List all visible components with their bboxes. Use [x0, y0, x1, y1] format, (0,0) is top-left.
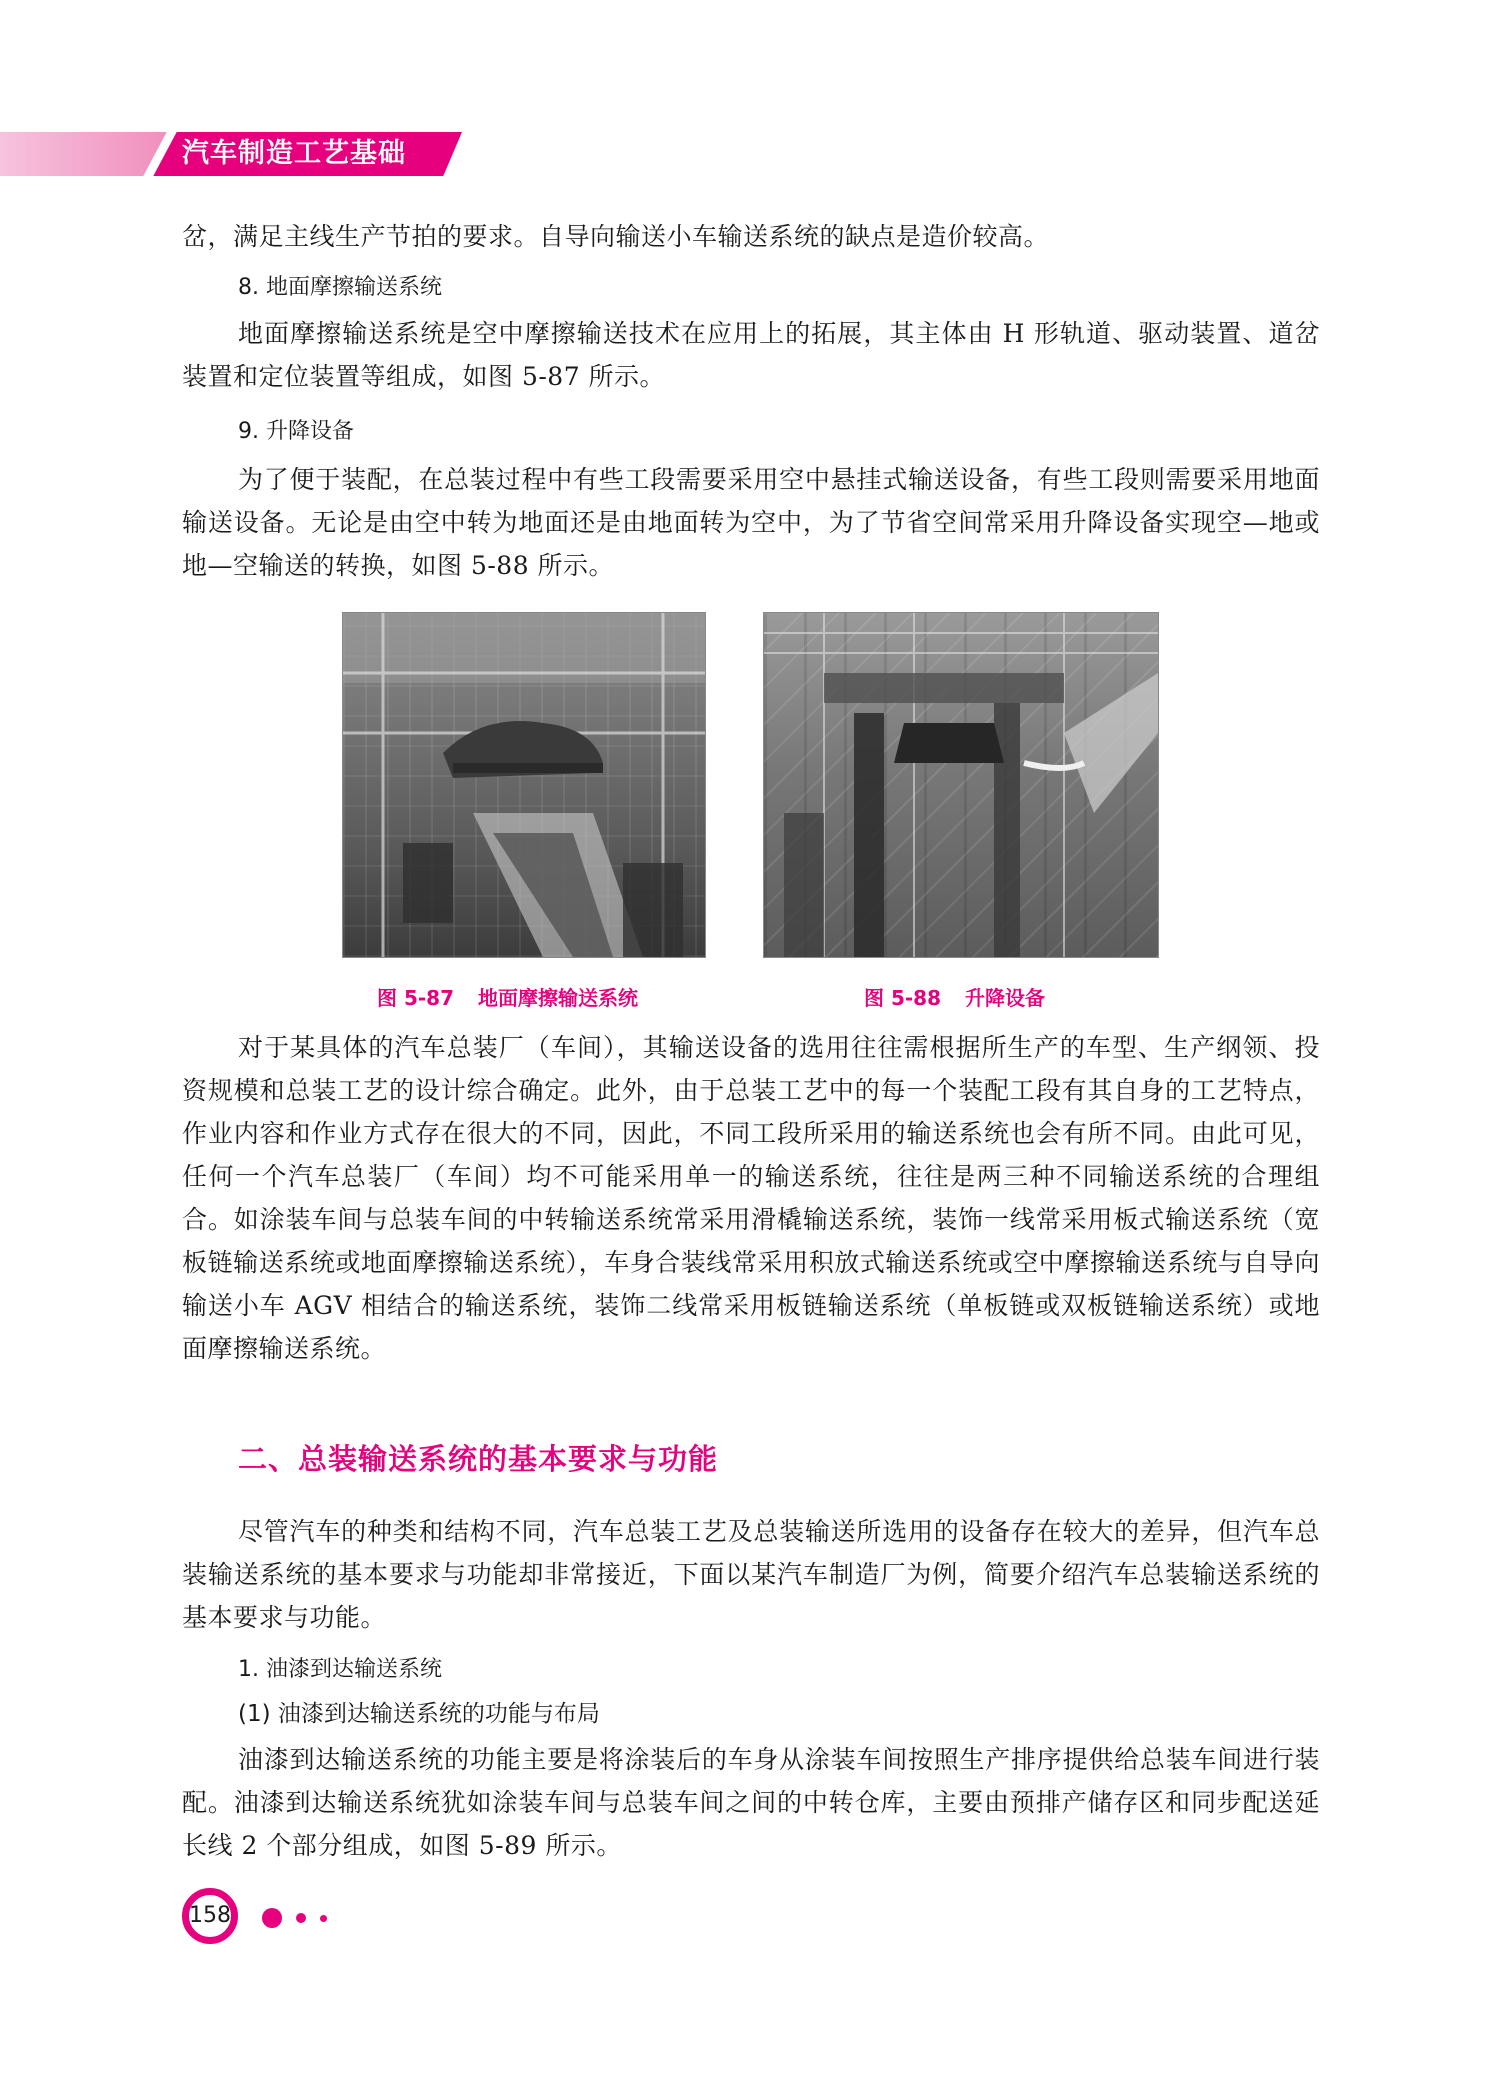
footer-dot-medium [296, 1913, 306, 1923]
paragraph-paint-arrival: 油漆到达输送系统的功能主要是将涂装后的车身从涂装车间按照生产排序提供给总装车间进行装配。油漆到达输送系统犹如涂装车间与总装车间之间的中转仓库，主要由预排产储存区和同步配送延长线 2 个部分组成，如图 5-89 所示。 [182, 1745, 1320, 1860]
paragraph-requirements: 尽管汽车的种类和结构不同，汽车总装工艺及总装输送所选用的设备存在较大的差异，但汽车总装输送系统的基本要求与功能却非常接近，下面以某汽车制造厂为例，简要介绍汽车总装输送系统的基本要求与功能。 [182, 1517, 1320, 1632]
lift-equipment-illustration [764, 613, 1158, 957]
floor-friction-illustration [343, 613, 705, 957]
figure-caption-5-88 [864, 984, 1045, 1012]
subheading-9: 9. 升降设备 [238, 419, 354, 444]
header-stripe-light [0, 132, 168, 176]
figure-floor-friction-photo [342, 612, 706, 958]
figure-number: 图 5-87 [377, 986, 455, 1010]
footer-dot-large [262, 1908, 282, 1928]
figure-lift-equipment-photo [763, 612, 1159, 958]
figure-caption-text: 升降设备 [965, 986, 1046, 1010]
figure-caption-5-87 [377, 984, 638, 1012]
paragraph-floor-friction: 地面摩擦输送系统是空中摩擦输送技术在应用上的拓展，其主体由 H 形轨道、驱动装置、道岔装置和定位装置等组成，如图 5-87 所示。 [182, 319, 1320, 391]
book-title: 汽车制造工艺基础 [182, 138, 406, 169]
paragraph-equipment-selection: 对于某具体的汽车总装厂（车间），其输送设备的选用往往需根据所生产的车型、生产纲领、投资规模和总装工艺的设计综合确定。此外，由于总装工艺中的每一个装配工段有其自身的工艺特点，作业内容和作业方式存在很大的不同，因此，不同工段所采用的输送系统也会有所不同。由此可见，任何一个汽车总装厂（车间）均不可能采用单一的输送系统，往往是两三种不同输送系统的合理组合。如涂装车间与总装车间的中转输送系统常采用滑橇输送系统，装饰一线常采用板式输送系统（宽板链输送系统或地面摩擦输送系统），车身合装线常采用积放式输送系统或空中摩擦输送系统与自导向输送小车 AGV 相结合的输送系统，装饰二线常采用板链输送系统（单板链或双板链输送系统）或地面摩擦输送系统。 [182, 1033, 1320, 1363]
paragraph-continued: 岔，满足主线生产节拍的要求。自导向输送小车输送系统的缺点是造价较高。 [182, 222, 1050, 251]
figure-number: 图 5-88 [864, 986, 942, 1010]
subheading-1-1: (1) 油漆到达输送系统的功能与布局 [238, 1701, 600, 1727]
page-number: 158 [182, 1888, 238, 1944]
subheading-8: 8. 地面摩擦输送系统 [238, 275, 442, 300]
figure-caption-text: 地面摩擦输送系统 [478, 986, 639, 1010]
paragraph-lift: 为了便于装配，在总装过程中有些工段需要采用空中悬挂式输送设备，有些工段则需要采用地面输送设备。无论是由空中转为地面还是由地面转为空中，为了节省空间常采用升降设备实现空—地或地—空输送的转换，如图 5-88 所示。 [182, 465, 1320, 580]
footer-dot-small [320, 1915, 327, 1922]
subheading-1: 1. 油漆到达输送系统 [238, 1657, 442, 1682]
section-heading: 二、总装输送系统的基本要求与功能 [238, 1442, 719, 1476]
